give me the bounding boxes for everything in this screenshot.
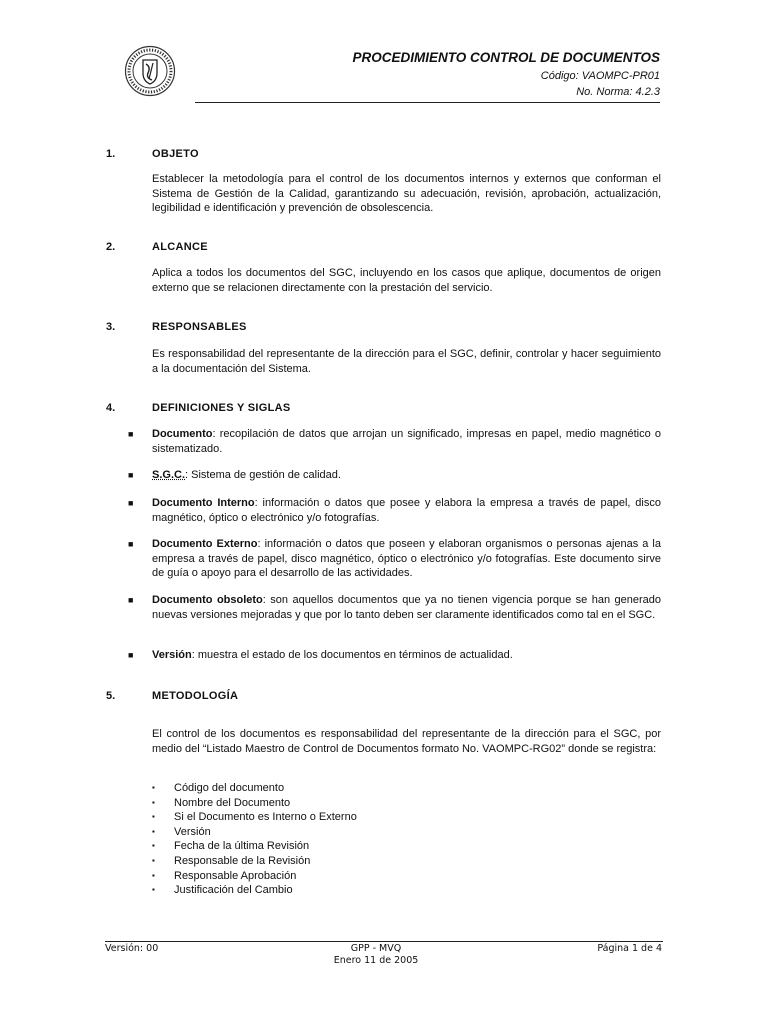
list-item: ▪ Nombre del Documento — [152, 796, 291, 809]
list-item: ▪ Versión — [152, 825, 211, 838]
definition-text: muestra el estado de los documentos en términos de actualidad. — [194, 649, 513, 661]
footer-divider — [105, 941, 663, 942]
list-item: ▪ Si el Documento es Interno o Externo — [152, 811, 357, 824]
definition-term: Documento Interno — [152, 497, 255, 509]
list-item: ▪ Responsable de la Revisión — [152, 854, 311, 867]
section-heading: METODOLOGÍA — [152, 690, 239, 702]
register-items-list — [152, 781, 552, 898]
definition-text: recopilación de datos que arrojan un significado, impresas en papel, medio magnético o sistematizado. — [152, 428, 661, 455]
section-heading: OBJETO — [152, 148, 199, 160]
list-item: ▪ Justificación del Cambio — [152, 884, 293, 897]
section-number: 2. — [106, 241, 116, 253]
section-heading: RESPONSABLES — [152, 321, 247, 333]
section-paragraph: Aplica a todos los documentos del SGC, incluyendo en los casos que aplique, documentos de origen externo que se relacionen directamente con la prestación del servicio. — [152, 267, 661, 294]
footer-page-number: Página 1 de 4 — [597, 943, 662, 954]
section-number: 5. — [106, 690, 116, 702]
list-item: ▪ Responsable Aprobación — [152, 869, 297, 882]
document-title: PROCEDIMIENTO CONTROL DE DOCUMENTOS — [352, 50, 660, 65]
organization-seal-logo — [124, 45, 176, 97]
footer-author: GPP - MVQ — [350, 943, 402, 954]
list-item: ▪ Fecha de la última Revisión — [152, 840, 310, 853]
section-number: 1. — [106, 148, 116, 160]
definition-term: Versión — [152, 649, 192, 661]
list-item: ▪ Código del documento — [152, 782, 285, 794]
footer-version: Versión: 00 — [105, 943, 159, 954]
section-heading: DEFINICIONES Y SIGLAS — [152, 402, 291, 414]
definition-text: son aquellos documentos que ya no tienen vigencia porque se han generado nuevas versiones mejoradas y que por lo tanto deben ser claramente identificados como tal en el SGC. — [152, 594, 661, 621]
footer-date: Enero 11 de 2005 — [333, 955, 419, 966]
document-code: Código: VAOMPC-PR01 — [540, 70, 660, 82]
definition-text: Sistema de gestión de calidad. — [188, 469, 341, 481]
section-paragraph: Establecer la metodología para el control de los documentos internos y externos que conforman el Sistema de Gestión de la Calidad, garantizando su adecuación, revisión, aprobación, actualización, legibilidad e identificación y prevención de obsolescencia. — [152, 173, 661, 214]
definition-text: información o datos que posee y elabora la empresa a través de papel, disco magnético, óptico o electrónico y/o fotografías. — [152, 497, 661, 524]
section-number: 4. — [106, 402, 116, 414]
section-paragraph: Es responsabilidad del representante de la dirección para el SGC, definir, controlar y hacer seguimiento a la documentación del Sistema. — [152, 348, 661, 375]
section-paragraph: El control de los documentos es responsabilidad del representante de la dirección para el SGC, por medio del “Listado Maestro de Control de Documentos formato No. VAOMPC-RG02” donde se registra: — [152, 728, 661, 755]
section-number: 3. — [106, 321, 116, 333]
section-heading: ALCANCE — [152, 241, 208, 253]
definition-term: Documento obsoleto — [152, 594, 263, 606]
definition-text: información o datos que poseen y elaboran organismos o personas ajenas a la empresa a través de papel, disco magnético, óptico o electrónico y/o fotografías. Este documento sirve de guía o apoyo para el desarrollo de las actividades. — [152, 538, 661, 579]
header-divider — [195, 102, 660, 103]
definition-term: S.G.C. — [152, 469, 186, 481]
definition-term: Documento — [152, 428, 213, 440]
definition-term: Documento Externo — [152, 538, 258, 550]
norm-number: No. Norma: 4.2.3 — [576, 86, 660, 98]
